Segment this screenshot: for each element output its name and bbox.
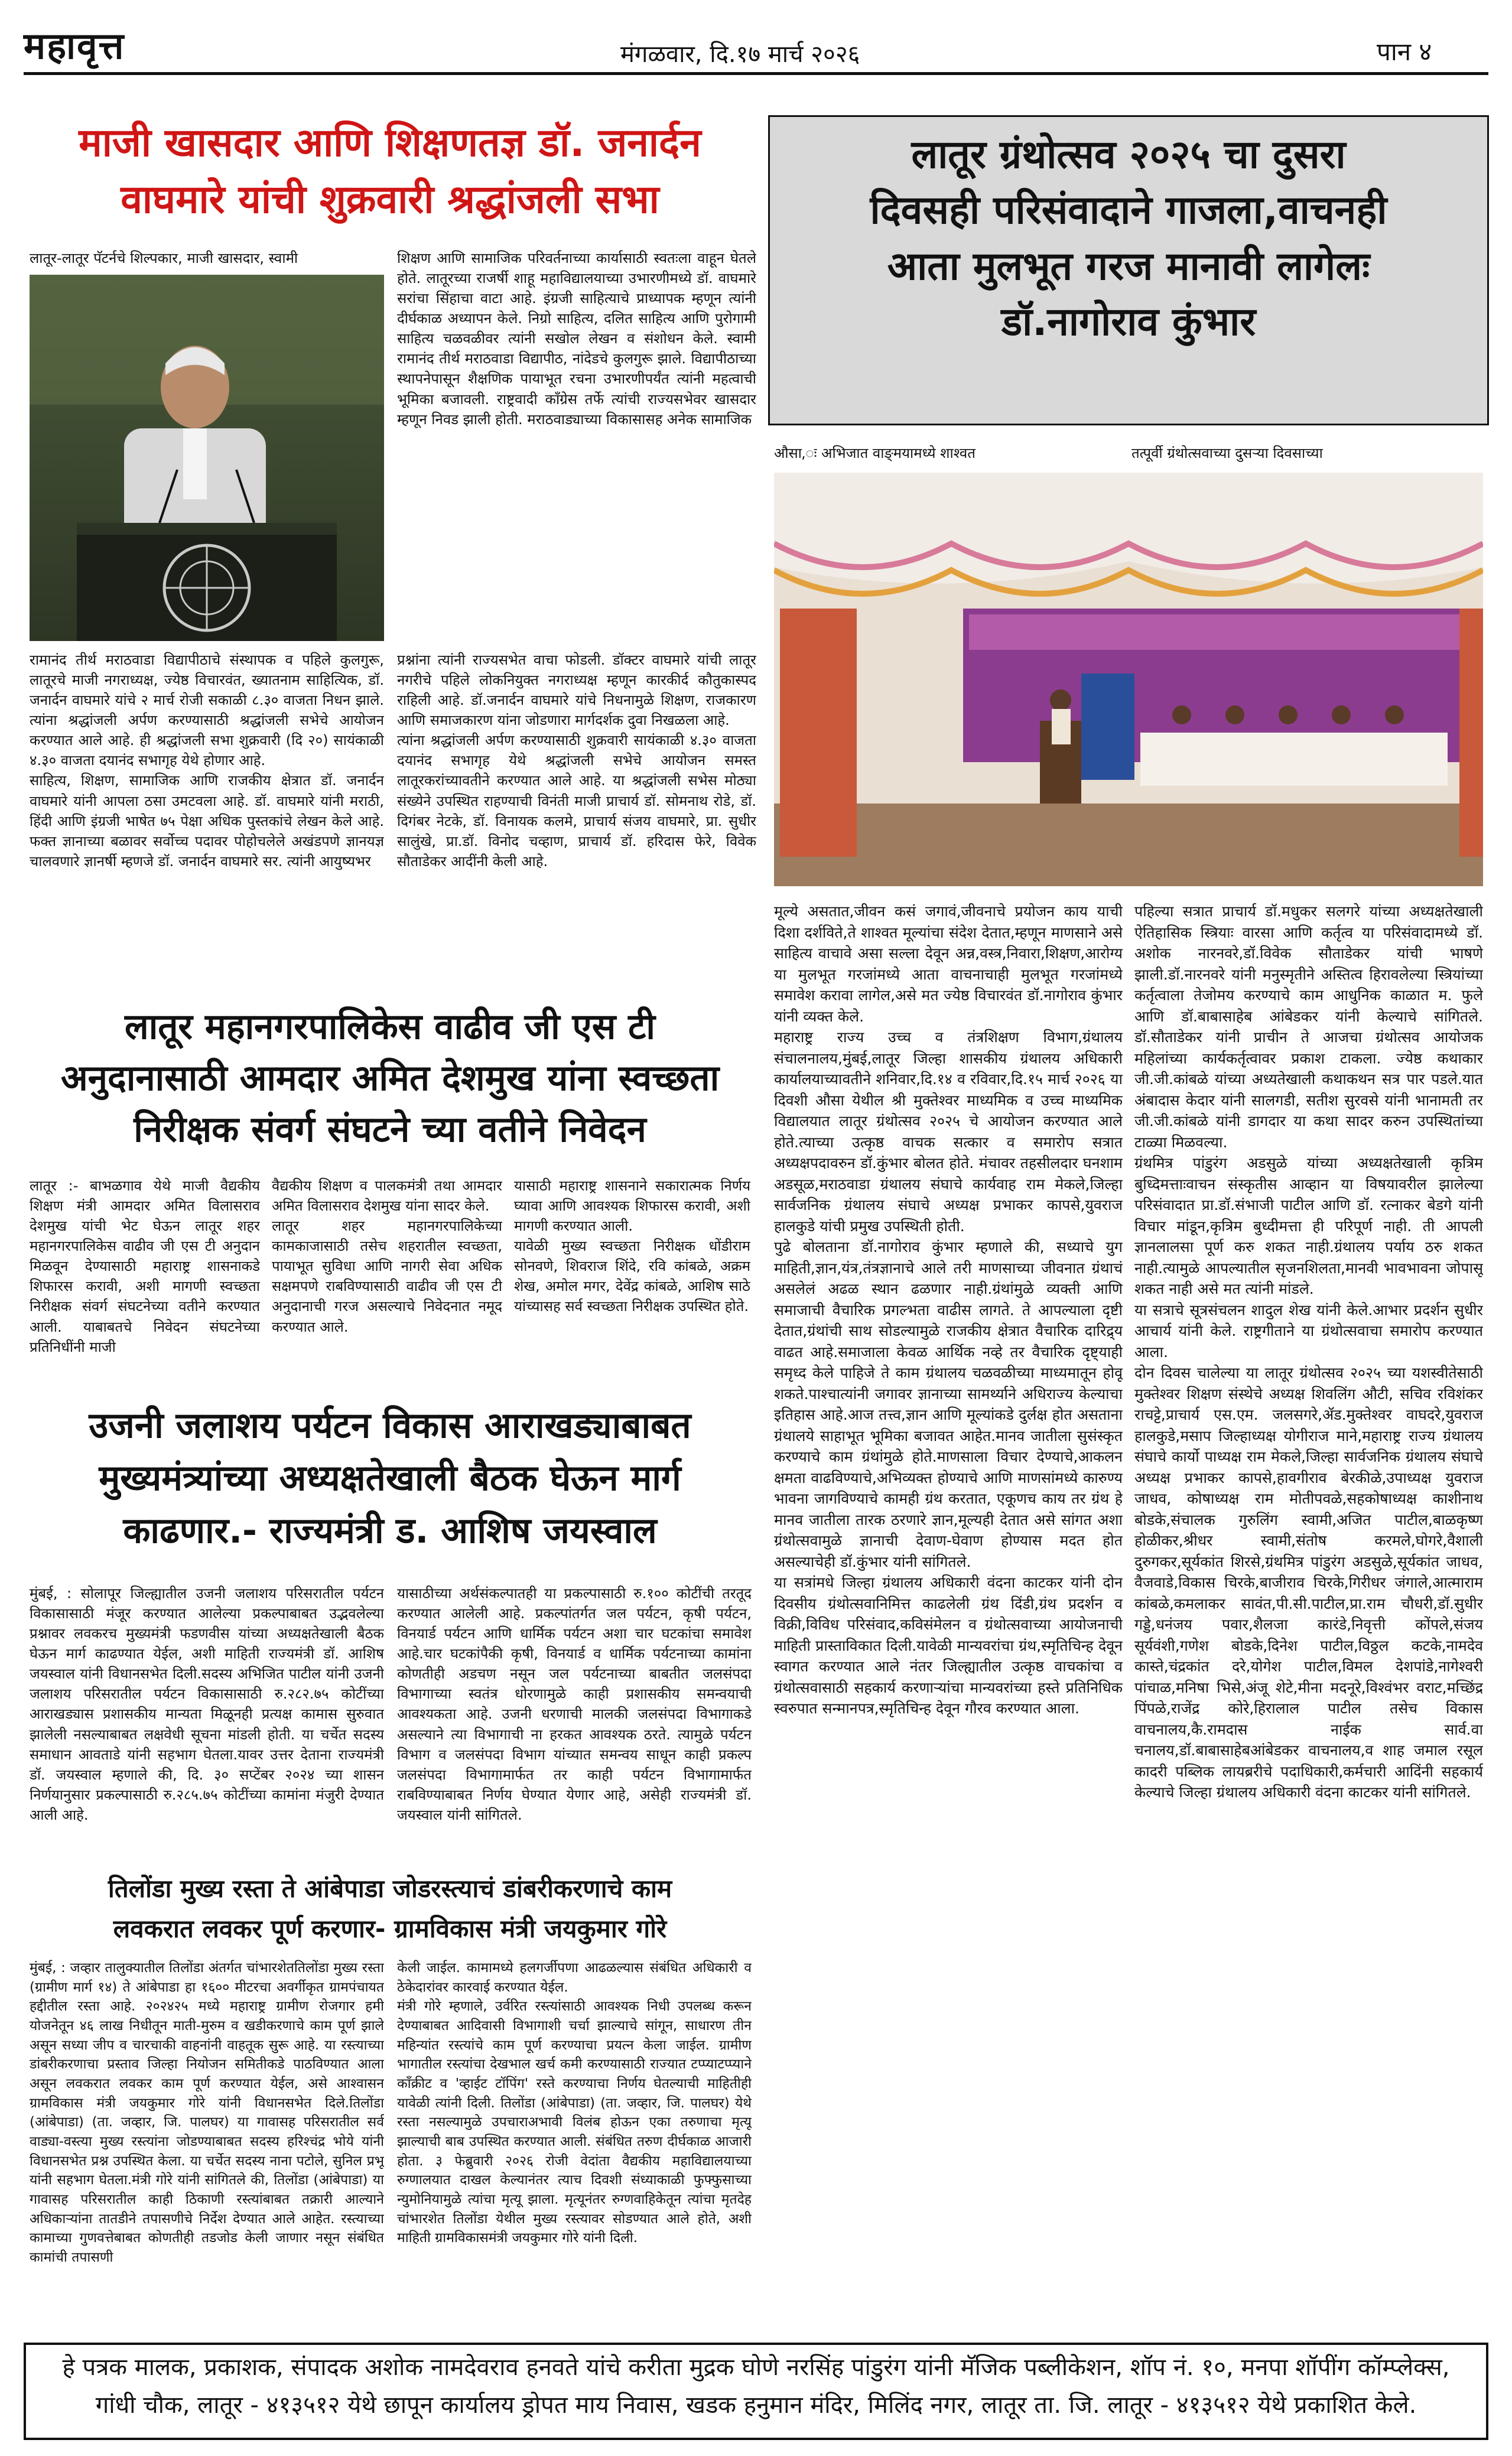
imprint-footer (24, 2343, 1488, 2440)
headline-line: मुख्यमंत्र्यांच्या अध्यक्षतेखाली बैठक घेऊन मार्ग (99, 1457, 681, 1499)
headline-line: काढणार.- राज्यमंत्री ड. आशिष जयस्वाल (123, 1510, 657, 1551)
masthead-rule (24, 72, 1488, 75)
podium-photo-graphic (30, 275, 384, 641)
article-tribute-text-bottom-right: प्रश्नांना त्यांनी राज्यसभेत वाचा फोडली. डॉक्टर वाघमारे यांची लातूर नगरीचे पहिले लोकनियुक्त नगराध्यक्ष म्हणून कारकीर्द कौतुकास्पद राहिली आहे. डॉ.जनार्दन वाघमारे यांचे निधनामुळे शिक्षण, राजकारण आणि समाजकारण यांना जोडणारा मार्गदर्शक दुवा निखळला आहे. त्यांना श्रद्धांजली अर्पण करण्यासाठी शुक्रवारी सायंकाळी ४.३० वाजता दयानंद सभागृह येथे श्रद्धांजली सभेचे आयोजन समस्त लातूरकरांच्यावतीने करण्यात आले आहे. या श्रद्धांजली सभेस मोठ्या संख्येने उपस्थित राहण्याची विनंती माजी प्राचार्य डॉ. सोमनाथ रोडे, डॉ. दिगंबर नेटके, डॉ. विनायक कलमे, प्राचार्य संजय वाघमारे, प्रा. सुधीर सालुंखे, प्रा.डॉ. विनोद चव्हाण, प्राचार्य डॉ. हरिदास फेरे, विवेक सौताडेकर आदींनी केली आहे. (397, 652, 756, 870)
article-gst-col3: यासाठी महाराष्ट्र शासनाने सकारात्मक निर्णय घ्यावा आणि आवश्यक शिफारस करावी, अशी मागणी करण्यात आली. यावेळी मुख्य स्वच्छता निरीक्षक धोंडीराम सोनवणे, शिवराज शिंदे, रवि कांबळे, अक्रम शेख, अमोल मगर, देवेंद्र कांबळे, आशिष साठे यांच्यासह सर्व स्वच्छता निरीक्षक उपस्थित होते. (514, 1177, 750, 1315)
article-granthotsav-headline-box (768, 115, 1489, 425)
page-number: पान ४ (1377, 37, 1432, 66)
article-tribute-text: लातूर-लातूर पॅटर्नचे शिल्पकार, माजी खासदार, स्वामी (30, 250, 298, 266)
article-gst-col1: लातूर :- बाभळगाव येथे माजी वैद्यकीय शिक्षण मंत्री आमदार अमित विलासराव देशमुख यांची भेट घेऊन लातूर शहर महानगरपालिकेस वाढीव जी एस टी अनुदान मिळवून देण्यासाठी महाराष्ट्र शासनाकडे शिफारस करावी, अशी मागणी स्वच्छता निरीक्षक संवर्ग संघटनेच्या वतीने करण्यात आली. याबाबतचे निवेदन संघटनेच्या प्रतिनिधींनी माजी (30, 1177, 260, 1355)
article-gst-col2: वैद्यकीय शिक्षण व पालकमंत्री तथा आमदार अमित विलासराव देशमुख यांना सादर केले. लातूर शहर महानगरपालिकेच्या कामकाजासाठी तसेच शहरातील स्वच्छता, पायाभूत सुविधा आणि नागरी सेवा अधिक सक्षमपणे राबविण्यासाठी वाढीव जी एस टी अनुदानाची गरज असल्याचे निवेदनात नमूद करण्यात आले. (272, 1177, 502, 1335)
article-ujani-headline (24, 1403, 756, 1553)
article-ujani-col2: यासाठीच्या अर्थसंकल्पातही या प्रकल्पासाठी रु.१०० कोटींची तरतूद करण्यात आलेली आहे. प्रकल्पांतर्गत जल पर्यटन, कृषी पर्यटन, विनयार्ड पर्यटन आणि धार्मिक पर्यटन अशा चार घटकांचा समावेश आहे.चार घटकांपैकी कृषी, विनयार्ड व धार्मिक पर्यटनाच्या कामांना कोणतीही अडचण नसून जल पर्यटनाच्या बाबतीत जलसंपदा विभागाच्या स्वतंत्र धोरणामुळे काही प्रशासकीय समन्वयाची आवश्यकता आहे. उजनी धरणाची मालकी जलसंपदा विभागाकडे असल्याने त्या विभागाची ना हरकत आवश्यक ठरते. त्यामुळे पर्यटन विभाग व जलसंपदा विभाग यांच्यात समन्वय साधून काही प्रकल्प जलसंपदा विभागामार्फत तर काही पर्यटन विभागामार्फत राबविण्याबाबत निर्णय घेण्यात येणार आहे, असेही राज्यमंत्री डॉ. जयस्वाल यांनी सांगितले. (397, 1585, 752, 1823)
headline-line: तिलोंडा मुख्य रस्ता ते आंबेपाडा जोडरस्त्याचं डांबरीकरणाचे काम (108, 1874, 672, 1903)
issue-date: मंगळवार, दि.१७ मार्च २०२६ (620, 41, 860, 68)
article-granthotsav-byline-right: तत्पूर्वी ग्रंथोत्सवाच्या दुसऱ्या दिवसाच्या (1131, 445, 1323, 461)
article-tribute-text-bottom-left: रामानंद तीर्थ मराठवाडा विद्यापीठाचे संस्थापक व पहिले कुलगुरू, लातूरचे माजी नगराध्यक्ष, ज्येष्ठ विचारवंत, ख्यातनाम साहित्यिक, डॉ. जनार्दन वाघमारे यांचे २ मार्च रोजी सकाळी ८.३० वाजता निधन झाले. त्यांना श्रद्धांजली अर्पण करण्यासाठी श्रद्धांजली सभेचे आयोजन करण्यात आले आहे. ही श्रद्धांजली सभा शुक्रवारी (दि २०) सायंकाळी ४.३० वाजता दयानंद सभागृह येथे होणार आहे. साहित्य, शिक्षण, सामाजिक आणि राजकीय क्षेत्रात डॉ. जनार्दन वाघमारे यांनी आपला ठसा उमटवला आहे. डॉ. वाघमारे यांनी मराठी, हिंदी आणि इंग्रजी भाषेत ७५ पेक्षा अधिक पुस्तकांचे लेखन केले आहे. फक्त ज्ञानाच्या बळावर सर्वोच्च पदावर पोहोचलेले अखंडपणे ज्ञानयज्ञ चालवणारे ज्ञानर्षी म्हणजे डॉ. जनार्दन वाघमारे सर. त्यांनी आयुष्यभर (30, 652, 384, 870)
headline-line: लवकरात लवकर पूर्ण करणार- ग्रामविकास मंत्री जयकुमार गोरे (113, 1914, 667, 1943)
person-at-podium-photo (30, 275, 384, 641)
article-tribute-text-right: शिक्षण आणि सामाजिक परिवर्तनाच्या कार्यासाठी स्वतःला वाहून घेतले होते. लातूरच्या राजर्षी शाहू महाविद्यालयाच्या उभारणीमध्ये डॉ. वाघमारे सरांचा सिंहाचा वाटा आहे. इंग्रजी साहित्याचे प्राध्यापक म्हणून त्यांनी दीर्घकाळ अध्यापन केले. निग्रो साहित्य, दलित साहित्य आणि पुरोगामी साहित्य चळवळीवर त्यांनी सखोल लेखन व संशोधन केले. स्वामी रामानंद तीर्थ मराठवाडा विद्यापीठ, नांदेडचे कुलगुरू झाले. विद्यापीठाच्या स्थापनेपासून शैक्षणिक पायाभूत रचना उभारणीपर्यंत त्यांनी महत्वाची भूमिका बजावली. राष्ट्रवादी काँग्रेस तर्फे त्यांची राज्यसभेवर खासदार म्हणून निवड झाली होती. मराठवाड्याच्या विकासासह अनेक सामाजिक (397, 250, 756, 428)
article-ujani-col1: मुंबई, : सोलापूर जिल्ह्यातील उजनी जलाशय परिसरातील पर्यटन विकासासाठी मंजूर करण्यात आलेल्या प्रकल्पाबाबत उद्भवलेल्या प्रश्नावर लवकरच मुख्यमंत्री फडणवीस यांच्या अध्यक्षतेखाली बैठक घेऊन मार्ग काढण्यात येईल, अशी माहिती राज्यमंत्री डॉ. आशिष जयस्वाल यांनी विधानसभेत दिली.सदस्य अभिजित पाटील यांनी उजनी जलाशय परिसरातील पर्यटन विकासासाठी रु.२८२.७५ कोटींच्या आराखड्यास प्रशासकीय मान्यता मिळूनही प्रत्यक्ष कामास सुरुवात झालेली नसल्याबाबत लक्षवेधी सूचना मांडली होती. या चर्चेत सदस्य समाधान आवताडे यांनी सहभाग घेतला.यावर उत्तर देताना राज्यमंत्री डॉ. जयस्वाल म्हणाले की, दि. ३० सप्टेंबर २०२४ च्या शासन निर्णयानुसार प्रकल्पासाठी रु.२८५.७५ कोटींच्या कामांना मंजुरी देण्यात आली आहे. (30, 1585, 384, 1823)
imprint-line: गांधी चौक, लातूर - ४१३५१२ येथे छापून कार्यालय ड्रोपत माय निवास, खडक हनुमान मंदिर, मिलिंद नगर, लातूर ता. जि. लातूर - ४१३५१२ येथे प्रकाशित केले. (95, 2392, 1417, 2419)
newspaper-logo: महावृत्त (24, 24, 125, 67)
headline-line: वाघमारे यांची शुक्रवारी श्रद्धांजली सभा (121, 177, 659, 223)
headline-line: उजनी जलाशय पर्यटन विकास आराखड्याबाबत (89, 1405, 691, 1446)
article-tribute-headline (24, 118, 756, 225)
headline-line: डॉ.नागोराव कुंभार (1001, 299, 1256, 345)
headline-line: लातूर ग्रंथोत्सव २०२५ चा दुसरा (911, 132, 1346, 177)
stage-photo-graphic (774, 473, 1483, 886)
imprint-line: हे पत्रक मालक, प्रकाशक, संपादक अशोक नामदेवराव हनवते यांचे करीता मुद्रक घोणे नरसिंह पांडुरंग यांनी मॅजिक पब्लीकेशन, शॉप नं. १०, मनपा शॉपींग कॉम्प्लेक्स, (62, 2354, 1450, 2381)
headline-line: आता मुलभूत गरज मानावी लागेलः (887, 243, 1370, 289)
headline-line: दिवसही परिसंवादाने गाजला,वाचनही (870, 187, 1387, 233)
headline-line: अनुदानासाठी आमदार अमित देशमुख यांना स्वच्छता (60, 1057, 720, 1099)
article-road-col1: मुंबई, : जव्हार तालुक्यातील तिलोंडा अंतर्गत चांभारशेततिलोंडा मुख्य रस्ता (ग्रामीण मार्ग १४) ते आंबेपाडा हा १६०० मीटरचा अवर्गीकृत ग्रामपंचायत हद्दीतील रस्ता आहे. २०२४२५ मध्ये महाराष्ट्र ग्रामीण रोजगार हमी योजनेतून ४६ लाख निधीतून माती-मुरुम व खडीकरणाचे काम पूर्ण झाले असून सध्या जीप व चारचाकी वाहनांनी वाहतूक सुरू आहे. या रस्त्याच्या डांबरीकरणाचा प्रस्ताव जिल्हा नियोजन समितीकडे पाठविण्यात आला असून लवकरात लवकर काम पूर्ण करण्यात येईल, असे आश्वासन ग्रामविकास मंत्री जयकुमार गोरे यांनी विधानसभेत दिले.तिलोंडा (आंबेपाडा) (ता. जव्हार, जि. पालघर) या गावासह परिसरातील सर्व वाड्या-वस्त्या मुख्य रस्त्यांना जोडण्याबाबत सदस्य हरिश्चंद्र भोये यांनी विधानसभेत प्रश्न उपस्थित केला. या चर्चेत सदस्य नाना पटोले, सुनिल प्रभू यांनी सहभाग घेतला.मंत्री गोरे यांनी सांगितले की, तिलोंडा (आंबेपाडा) या गावासह परिसरातील काही ठिकाणी रस्त्यांबाबत तक्रारी आल्याने अधिकाऱ्यांना तातडीने तपासणीचे निर्देश देण्यात आले आहेत. रस्त्याच्या कामाच्या गुणवत्तेबाबत कोणतीही तडजोड केली जाणार नसून संबंधित कामांची तपासणी (30, 1960, 384, 2265)
headline-line: लातूर महानगरपालिकेस वाढीव जी एस टी (125, 1006, 655, 1048)
article-road-headline (24, 1873, 756, 1945)
article-granthotsav-col1: मूल्ये असतात,जीवन कसं जगावं,जीवनाचे प्रयोजन काय याची दिशा दर्शविते,ते शाश्वत मूल्यांचा संदेश देतात,म्हणून माणसाने असे साहित्य वाचावे असा सल्ला देवून अन्न,वस्त्र,निवारा,शिक्षण,आरोग्य या मुलभूत गरजांमध्ये आता वाचनाचाही मुलभूत गरजांमध्ये समावेश करावा लागेल,असे मत ज्येष्ठ विचारवंत डॉ.नागोराव कुंभार यांनी व्यक्त केले. महाराष्ट्र राज्य उच्च व तंत्रशिक्षण विभाग,ग्रंथालय संचालनालय,मुंबई,लातूर जिल्हा शासकीय ग्रंथालय अधिकारी कार्यालयाच्यावतीने शनिवार,दि.१४ व रविवार,दि.१५ मार्च २०२६ या दिवशी औसा येथील श्री मुक्तेश्वर माध्यमिक व उच्च माध्यमिक विद्यालयात लातूर ग्रंथोत्सव २०२५ चे आयोजन करण्यात आले होते.त्याच्या उत्कृष्ठ वाचक सत्कार व समारोप सत्रात अध्यक्षपदावरुन डॉ.कुंभार बोलत होते. मंचावर तहसीलदार घनशाम अडसूळ,मराठवाडा ग्रंथालय संघाचे कार्यवाह राम मेकले,जिल्हा सार्वजनिक ग्रंथालय संघाचे अध्यक्ष प्रभाकर कापसे,युवराज हालकुडे यांची प्रमुख उपस्थिती होती. पुढे बोलताना डॉ.नागोराव कुंभार म्हणाले की, सध्याचे युग माहिती,ज्ञान,यंत्र,तंत्रज्ञानाचे आले तरी माणसाच्या जीवनात ग्रंथाचं असलेलं अढळ स्थान ढळणार नाही.ग्रंथांमुळे व्यक्ती आणि समाजाची वैचारिक प्रगल्भता वाढीस लागते. ते आपल्याला दृष्टी देतात,ग्रंथांची साथ सोडल्यामुळे राजकीय क्षेत्रात वैचारिक दारिद्र्य वाढत आहे.समाजाला केवळ आर्थिक नव्हे तर वैचारिक दृष्ट्याही समृध्द केले पाहिजे ते काम ग्रंथालय चळवळीच्या माध्यमातून होवू शकते.पाश्चात्यांनी जगावर ज्ञानाच्या सामर्थ्याने अधिराज्य केल्याचा इतिहास आहे.आज तत्त्व,ज्ञान आणि मूल्यांकडे दुर्लक्ष होत असताना ग्रंथालये साहाभूत भूमिका बजावत आहेत.मानव जातीला सुसंस्कृत करण्याचे काम ग्रंथांमुळे होते.माणसाला विचार देण्याचे,आकलन क्षमता वाढविण्याचे,अभिव्यक्त होण्याचे आणि माणसांमध्ये कारुण्य भावना जागविण्याचे कामही ग्रंथ करतात, एकूणच काय तर ग्रंथ हे मानव जातीला तारक ठरणारे ज्ञान,मूल्यही देतात असे सांगत अशा ग्रंथोत्सवामुळे ज्ञानाची देवाण-घेवाण होण्यास मदत होत असल्याचेही डॉ.कुंभार यांनी सांगितले. या सत्रांमधे जिल्हा ग्रंथालय अधिकारी वंदना काटकर यांनी दोन दिवसीय ग्रंथोत्सवानिमित्त काढलेली ग्रंथ दिंडी,ग्रंथ प्रदर्शन व विक्री,विविध परिसंवाद,कविसंमेलन व ग्रंथोत्सवाच्या आयोजनाची माहिती प्रास्ताविकात दिली.यावेळी मान्यवरांचा ग्रंथ,स्मृतिचिन्ह देवून स्वागत करण्यात आले नंतर जिल्ह्यातील उत्कृष्ठ वाचकांचा व ग्रंथोत्सवासाठी सहकार्य करणाऱ्यांचा मान्यवरांच्या हस्ते प्रतिनिधिक स्वरुपात सन्मानपत्र,स्मृतिचिन्ह देवून गौरव करण्यात आला. (774, 903, 1123, 1717)
article-road-col2: केली जाईल. कामामध्ये हलगर्जीपणा आढळल्यास संबंधित अधिकारी व ठेकेदारांवर कारवाई करण्यात येईल. मंत्री गोरे म्हणाले, उर्वरित रस्त्यांसाठी आवश्यक निधी उपलब्ध करून देण्याबाबत आदिवासी विभागाशी चर्चा झाल्याचे सांगून, साधारण तीन महिन्यांत रस्त्यांचे काम पूर्ण करण्याचा प्रयत्न केला जाईल. ग्रामीण भागातील रस्त्यांचा देखभाल खर्च कमी करण्यासाठी राज्यात टप्प्याटप्प्याने काँक्रीट व 'व्हाईट टॉपिंग' रस्ते करण्याचा निर्णय घेतल्याची माहितीही यावेळी त्यांनी दिली. तिलोंडा (आंबेपाडा) (ता. जव्हार, जि. पालघर) येथे रस्ता नसल्यामुळे उपचाराअभावी विलंब होऊन एका तरुणाचा मृत्यू झाल्याची बाब उपस्थित करण्यात आली. संबंधित तरुण दीर्घकाळ आजारी होता. ३ फेब्रुवारी २०२६ रोजी वेदांता वैद्यकीय महाविद्यालयाच्या रुग्णालयात दाखल केल्यानंतर त्याच दिवशी संध्याकाळी फुफ्फुसाच्या न्युमोनियामुळे त्यांचा मृत्यू झाला. मृत्यूनंतर रुग्णवाहिकेतून त्यांचा मृतदेह चांभारशेत तिलोंडा येथील मुख्य रस्त्यावर सोडण्यात आले होते, अशी माहिती ग्रामविकासमंत्री जयकुमार गोरे यांनी दिली. (397, 1960, 752, 2246)
article-granthotsav-col2: पहिल्या सत्रात प्राचार्य डॉ.मधुकर सलगरे यांच्या अध्यक्षतेखाली ऐतिहासिक स्त्रियाः वारसा आणि कर्तृत्व या परिसंवादामध्ये डॉ. अशोक नारनवरे,डॉ.विवेक सौताडेकर यांची भाषणे झाली.डॉ.नारनवरे यांनी मनुस्मृतीने अस्तित्व हिरावलेल्या स्त्रियांच्या कर्तृत्वाला तेजोमय करण्याचे काम आधुनिक काळात म. फुले आणि डॉ.बाबासाहेब आंबेडकर यांनी केल्याचे सांगितले. डॉ.सौताडेकर यांनी प्राचीन ते आजचा ग्रंथोत्सव आयोजक महिलांच्या कार्यकर्तृत्वावर प्रकाश टाकला. ज्येष्ठ कथाकार जी.जी.कांबळे यांच्या अध्यतेखाली कथाकथन सत्र पार पडले.यात अंबादास केदार यांनी सालगडी, सतीश सुरवसे यांनी भानामती तर जी.जी.कांबळे यांनी डागदार या कथा सादर करुन उपस्थितांच्या टाळ्या मिळवल्या. ग्रंथमित्र पांडुरंग अडसुळे यांच्या अध्यक्षतेखाली कृत्रिम बुध्दिमत्ताःवाचन संस्कृतीस आव्हान या विषयावरील झालेल्या परिसंवादात प्रा.डॉ.संभाजी पाटील आणि डॉ. रत्नाकर बेडगे यांनी विचार मांडून,कृत्रिम बुध्दीमत्ता ही परिपूर्ण नाही. ती आपली ज्ञानलालसा पूर्ण करु शकत नाही.ग्रंथालय पर्याय ठरु शकत नाही.त्यामुळे आपल्यातील सृजनशिलता,मानवी भावभावना जोपासू शकत नाही असे मत त्यांनी मांडले. या सत्राचे सूत्रसंचलन शादुल शेख यांनी केले.आभार प्रदर्शन सुधीर आचार्य यांनी केले. राष्ट्रगीताने या ग्रंथोत्सवाचा समारोप करण्यात आला. दोन दिवस चालेल्या या लातूर ग्रंथोत्सव २०२५ च्या यशस्वीतेसाठी मुक्तेश्वर शिक्षण संस्थेचे अध्यक्ष शिवलिंग औटी, सचिव रविशंकर राचट्टे,प्राचार्य एस.एम. जलसगरे,ॲड.मुक्तेश्वर वाघदरे,युवराज हालकुडे,मसाप जिल्हाध्यक्ष योगीराज माने,महाराष्ट्र राज्य ग्रंथालय संघाचे कार्यो पाध्यक्ष राम मेकले,जिल्हा सार्वजनिक ग्रंथालय संघाचे अध्यक्ष प्रभाकर कापसे,हावगीराव बेरकीळे,उपाध्यक्ष युवराज जाधव, कोषाध्यक्ष राम मोतीपवळे,सहकोषाध्यक्ष काशीनाथ बोडके,संचालक गुरुलिंग स्वामी,अजित पाटील,बाळकृष्ण होळीकर,श्रीधर स्वामी,संतोष करमले,घोगरे,वैशाली दुरुगकर,सूर्यकांत शिरसे,ग्रंथमित्र पांडुरंग अडसुळे,सूर्यकांत जाधव, वैजवाडे,विकास चिरके,बाजीराव चिरके,गिरीधर जंगाले,आत्माराम कांबळे,कमलाकर सावंत,पी.सी.पाटील,प्रा.राम चौधरी,डॉ.सुधीर गड्डे,धनंजय पवार,शैलजा कारंडे,निवृत्ती कोंपले,संजय सूर्यवंशी,गणेश बोडके,दिनेश पाटील,विठ्ठल कटके,नामदेव कास्ते,चंद्रकांत दरे,योगेश पाटील,विमल देशपांडे,नागेश्वरी पांचाळ,मनिषा भिसे,अंजू शेटे,मीना मदनूरे,विश्वंभर वराट,मच्छिंद्र पिंपळे,राजेंद्र कोरे,हिरालाल पाटील तसेच विकास वाचनालय,कै.रामदास नाईक सार्व.वा चनालय,डॉ.बाबासाहेबआंबेडकर वाचनालय,व शाह जमाल रसूल कादरी पब्लिक लायब्ररीचे पदाधिकारी,कर्मचारी आदिंनी सहकार्य केल्याचे जिल्हा ग्रंथालय अधिकारी वंदना काटकर यांनी सांगितले. (1134, 903, 1483, 1801)
article-gst-headline (24, 1004, 756, 1152)
event-stage-photo (774, 473, 1483, 886)
article-granthotsav-byline: औसा,ः अभिजात वाङ्‌मयामध्ये शाश्वत (774, 445, 976, 461)
headline-line: माजी खासदार आणि शिक्षणतज्ञ डॉ. जनार्दन (79, 120, 701, 165)
headline-line: निरीक्षक संवर्ग संघटने च्या वतीने निवेदन (134, 1108, 646, 1150)
